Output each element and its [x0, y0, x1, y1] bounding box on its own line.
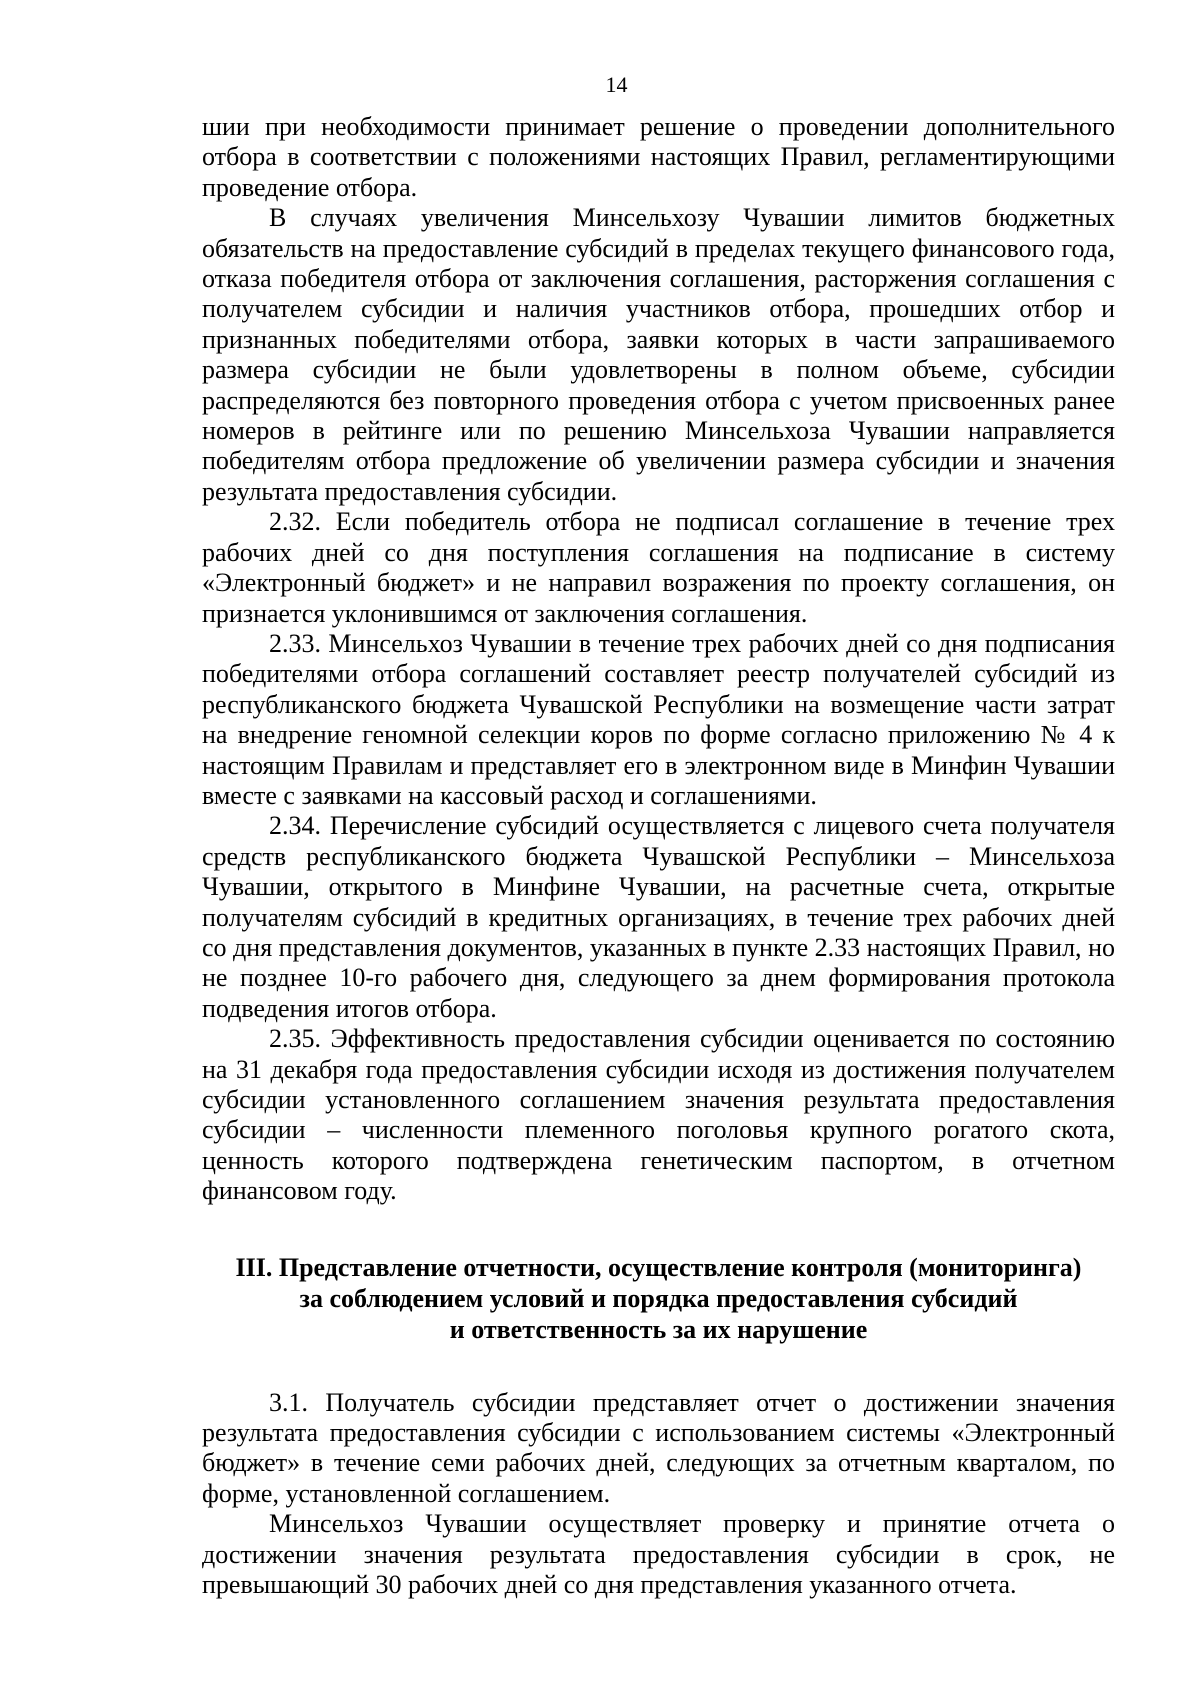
document-body: [202, 112, 1115, 1600]
paragraph-clause-2-34: 2.34. Перечисление субсидий осуществляется с лицевого счета получателя средств республиканского бюджета Чувашской Республики – Минсельхоза Чувашии, открытого в Минфине Чувашии, на расчетные счета, открытые получателям субсидий в кредитных организациях, в течение трех рабочих дней со дня представления документов, указанных в пункте 2.33 настоящих Правил, но не позднее 10-го рабочего дня, следующего за днем формирования протокола подведения итогов отбора.: [202, 811, 1115, 1023]
section-heading-line: за соблюдением условий и порядка предоставления субсидий: [299, 1283, 1018, 1313]
section-heading: [202, 1252, 1115, 1345]
page-number: 14: [605, 72, 628, 97]
section-heading-line: и ответственность за их нарушение: [449, 1314, 868, 1344]
paragraph-continuation: шии при необходимости принимает решение о проведении дополнительного отбора в соответствии с положениями настоящих Правил, регламентирующими проведение отбора.: [202, 112, 1115, 202]
paragraph-increase-limits: В случаях увеличения Минсельхозу Чувашии лимитов бюджетных обязательств на предоставление субсидий в пределах текущего финансового года, отказа победителя отбора от заключения соглашения, расторжения соглашения с получателем субсидии и наличия участников отбора, прошедших отбор и признанных победителями отбора, заявки которых в части запрашиваемого размера субсидии не были удовлетворены в полном объеме, субсидии распределяются без повторного проведения отбора с учетом присвоенных ранее номеров в рейтинге или по решению Минсельхоза Чувашии направляется победителям отбора предложение об увеличении размера субсидии и значения результата предоставления субсидии.: [202, 203, 1115, 506]
paragraph-report-check: Минсельхоз Чувашии осуществляет проверку и принятие отчета о достижении значения результата предоставления субсидии в срок, не превышающий 30 рабочих дней со дня представления указанного отчета.: [202, 1509, 1115, 1600]
paragraph-clause-2-33: 2.33. Минсельхоз Чувашии в течение трех рабочих дней со дня подписания победителями отбора соглашений составляет реестр получателей субсидий из республиканского бюджета Чувашской Республики на возмещение части затрат на внедрение геномной селекции коров по форме согласно приложению № 4 к настоящим Правилам и представляет его в электронном виде в Минфин Чувашии вместе с заявками на кассовый расход и соглашениями.: [202, 628, 1115, 810]
paragraph-clause-2-35: 2.35. Эффективность предоставления субсидии оценивается по состоянию на 31 декабря года предоставления субсидии исходя из достижения получателем субсидии установленного соглашением значения результата предоставления субсидии – численности племенного поголовья крупного рогатого скота, ценность которого подтверждена генетическим паспортом, в отчетном финансовом году.: [202, 1024, 1115, 1206]
paragraph-clause-3-1: 3.1. Получатель субсидии представляет отчет о достижении значения результата предоставления субсидии с использованием системы «Электронный бюджет» в течение семи рабочих дней, следующих за отчетным кварталом, по форме, установленной соглашением.: [202, 1387, 1115, 1508]
section-heading-line: III. Представление отчетности, осуществление контроля (мониторинга): [235, 1252, 1082, 1282]
paragraph-clause-2-32: 2.32. Если победитель отбора не подписал соглашение в течение трех рабочих дней со дня поступления соглашения на подписание в систему «Электронный бюджет» и не направил возражения по проекту соглашения, он признается уклонившимся от заключения соглашения.: [202, 507, 1115, 628]
